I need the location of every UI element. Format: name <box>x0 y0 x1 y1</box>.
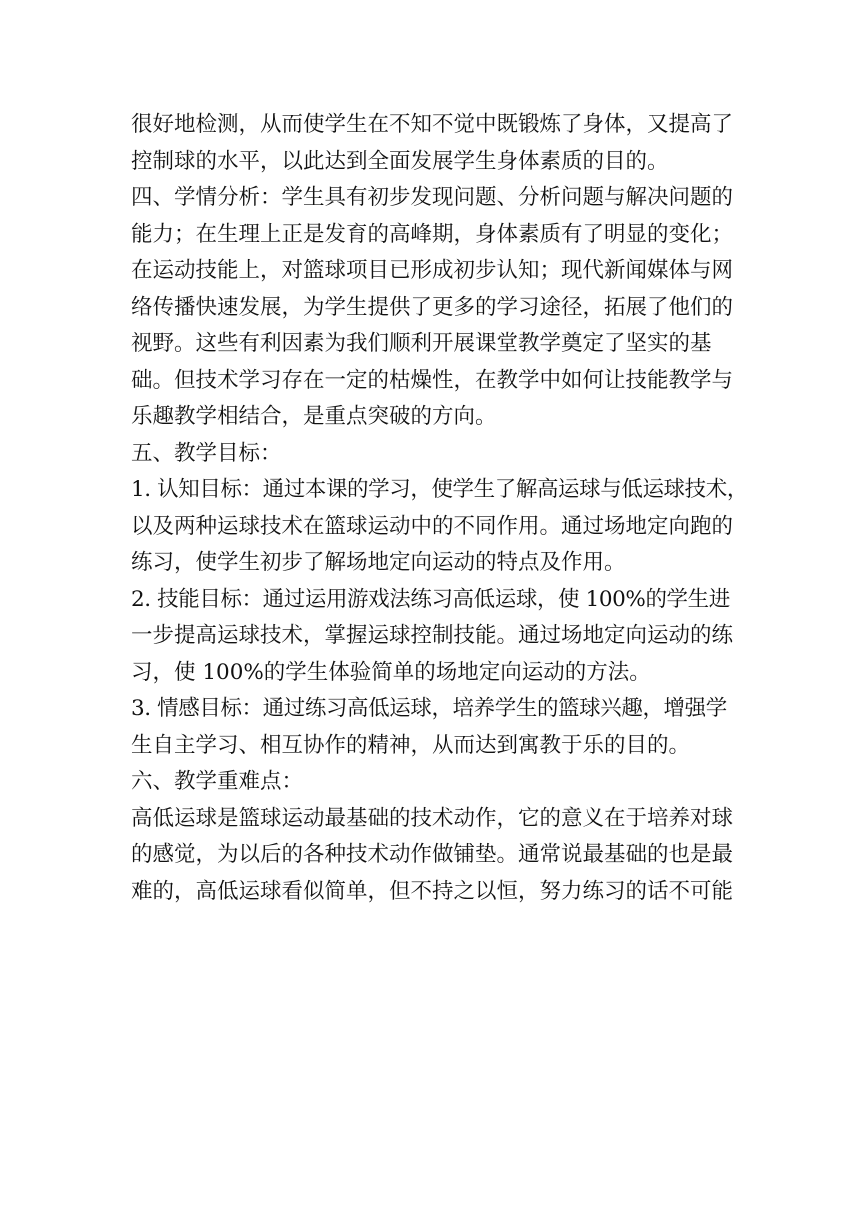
text-line: 控制球的水平，以此达到全面发展学生身体素质的目的。 <box>131 148 669 174</box>
text-line: 以及两种运球技术在篮球运动中的不同作用。通过场地定向跑的 <box>131 513 734 539</box>
text-line: 一步提高运球技术，掌握运球控制技能。通过场地定向运动的练 <box>131 623 734 648</box>
text-line: 难的，高低运球看似简单，但不持之以恒，努力练习的话不可能 <box>131 878 734 904</box>
text-line: 在运动技能上，对篮球项目已形成初步认知；现代新闻媒体与网 <box>131 258 734 283</box>
text-line: 的感觉，为以后的各种技术动作做铺垫。通常说最基础的也是最 <box>131 842 734 867</box>
text-line: 很好地检测，从而使学生在不知不觉中既锻炼了身体，又提高了 <box>131 112 734 137</box>
text-line: 练习，使学生初步了解场地定向运动的特点及作用。 <box>131 550 626 575</box>
document-body <box>131 107 748 910</box>
text-line: 高低运球是篮球运动最基础的技术动作，它的意义在于培养对球 <box>131 805 734 831</box>
goal-item-cognitive: 1. 认知目标：通过本课的学习，使学生了解高运球与低运球技术， <box>131 477 748 502</box>
text-line: 乐趣教学相结合，是重点突破的方向。 <box>131 404 497 429</box>
text-line: 础。但技术学习存在一定的枯燥性，在教学中如何让技能教学与 <box>131 367 734 393</box>
section-heading-student-analysis: 四、学情分析：学生具有初步发现问题、分析问题与解决问题的 <box>131 185 734 210</box>
goal-item-skill: 2. 技能目标：通过运用游戏法练习高低运球，使 100%的学生进 <box>131 586 730 612</box>
text-line: 能力；在生理上正是发育的高峰期，身体素质有了明显的变化； <box>131 221 734 247</box>
text-line: 生自主学习、相互协作的精神，从而达到寓教于乐的目的。 <box>131 732 691 758</box>
section-heading-teaching-goals: 五、教学目标： <box>131 440 282 466</box>
goal-item-emotion: 3. 情感目标：通过练习高低运球，培养学生的篮球兴趣，增强学 <box>131 696 727 721</box>
text-line: 视野。这些有利因素为我们顺利开展课堂教学奠定了坚实的基 <box>131 331 712 356</box>
section-heading-key-difficulties: 六、教学重难点： <box>131 769 304 794</box>
text-line: 习，使 100%的学生体验简单的场地定向运动的方法。 <box>131 659 651 685</box>
text-line: 络传播快速发展，为学生提供了更多的学习途径，拓展了他们的 <box>131 294 734 320</box>
